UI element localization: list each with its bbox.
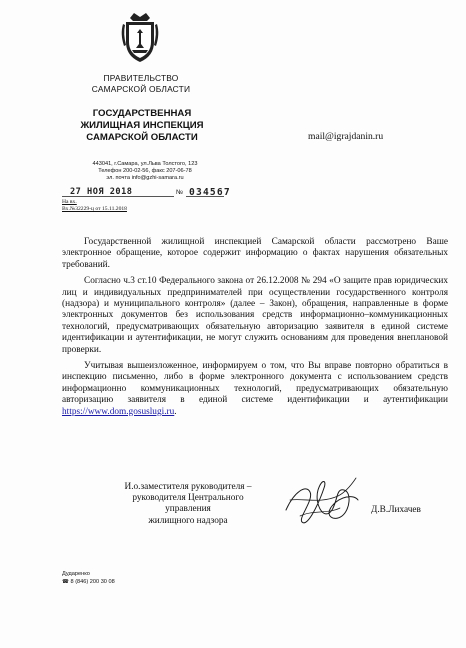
date-underline xyxy=(62,196,174,197)
reply-to-value: Вх.№32229-ц от 15.11.2018 xyxy=(62,206,127,212)
inspection-title: ГОСУДАРСТВЕННАЯ ЖИЛИЩНАЯ ИНСПЕКЦИЯ САМАРСКОЙ ОБЛАСТИ xyxy=(80,108,204,143)
signatory-name: Д.В.Лихачев xyxy=(371,505,421,515)
executor-phone: ☎ 8 (846) 200 30 08 xyxy=(62,578,115,585)
executor-name: Дударенко xyxy=(62,571,90,577)
number-label: № xyxy=(176,189,183,196)
paragraph-3: Учитывая вышеизложенное, информируем о том, что Вы вправе повторно обратиться в инспекцию письменно, либо в форме электронного документа с использованием средств информационно коммуникационных технологий, предусматривающих обязательную авторизацию заявителя в единой системе идентификации и аутентификации https://www.dom.gosuslugi.ru. xyxy=(62,361,448,417)
paragraph-2: Согласно ч.3 ст.10 Федерального закона от 26.12.2008 № 294 «О защите прав юридических лиц и индивидуальных предпринимателей при осуществлении государственного контроля (надзора) и муниципального контроля» (далее – Закон), обращения, направленные в форме электронных документов без использования средств информационно–коммуникационных технологий, предусматривающих обязательную авторизацию заявителя в единой системе идентификации и аутентификации, не могут служить основаниям для проведения внеплановой проверки. xyxy=(62,276,448,355)
number-underline xyxy=(186,196,224,197)
coat-of-arms-icon xyxy=(116,12,164,64)
handwritten-signature xyxy=(280,470,362,536)
government-title: ПРАВИТЕЛЬСТВО САМАРСКОЙ ОБЛАСТИ xyxy=(91,73,191,94)
signatory-position: И.о.заместителя руководителя – руководителя Центрального управления жилищного надзора xyxy=(124,482,252,526)
paragraph-1: Государственной жилищной инспекцией Самарской области рассмотрено Ваше электронное обращение, которое содержит информацию о фактах нарушения обязательных требований. xyxy=(62,237,448,270)
phone-icon: ☎ xyxy=(62,578,71,585)
reply-to-label: На вх. xyxy=(62,199,77,205)
sender-address: 443041, г.Самара, ул.Льва Толстого, 123 Телефон 200-02-56, факс 207-06-78 эл. почта info@gzhi-samara.ru xyxy=(92,161,198,182)
gosuslugi-link[interactable]: https://www.dom.gosuslugi.ru xyxy=(62,406,175,417)
letter-body xyxy=(62,237,448,423)
executor-info xyxy=(62,571,115,586)
recipient-email: mail@igrajdanin.ru xyxy=(308,131,384,142)
number-stamp: 034567 xyxy=(189,187,231,198)
date-stamp: 27 НОЯ 2018 xyxy=(70,187,133,197)
